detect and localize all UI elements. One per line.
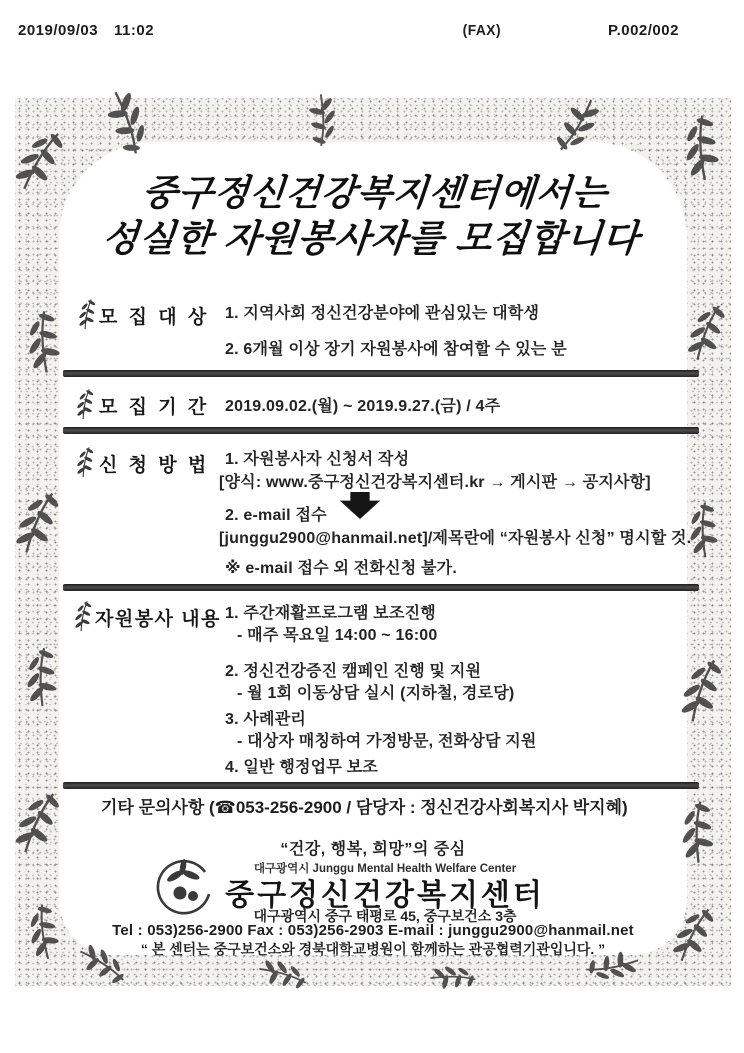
section-line: 2019.09.02.(월) ~ 2019.9.27.(금) / 4주: [225, 398, 501, 415]
section-label-recruit-target: 모 집 대 상: [99, 307, 210, 328]
fax-time: 11:02: [114, 22, 155, 39]
section-line: 1. 주간재활프로그램 보조진행: [225, 605, 436, 622]
section-line: - 월 1회 이동상담 실시 (지하철, 경로당): [237, 685, 515, 702]
section-line: ※ e-mail 접수 외 전화신청 불가.: [225, 560, 457, 577]
section-line: [junggu2900@hanmail.net]/제목란에 “자원봉사 신청” 명시할 것.: [219, 530, 692, 547]
divider-rule: [63, 370, 699, 377]
section-label-apply-method: 신 청 방 법: [99, 455, 210, 476]
footer-address: 대구광역시 중구 태평로 45, 중구보건소 3층: [253, 908, 517, 924]
footer-slogan: “건강, 행복, 희망”의 중심: [280, 841, 466, 858]
fax-page-number: P.002/002: [608, 22, 679, 39]
divider-rule: [63, 584, 699, 591]
leaf-sprig-icon: [73, 388, 97, 420]
section-line: - 대상자 매칭하여 가정방문, 전화상담 지원: [237, 733, 537, 750]
leaf-sprig-icon: [71, 600, 95, 632]
contact-note: 기타 문의사항 (☎053-256-2900 / 담당자 : 정신건강사회복지사 박지혜): [101, 798, 628, 817]
section-line: - 매주 목요일 14:00 ~ 16:00: [237, 627, 438, 644]
section-line: 2. 6개월 이상 장기 자원봉사에 참여할 수 있는 분: [225, 341, 567, 358]
divider-rule: [63, 782, 699, 789]
section-line: 1. 자원봉사자 신청서 작성: [225, 451, 410, 468]
fax-header: [0, 0, 744, 60]
section-line: 2. e-mail 접수: [225, 507, 327, 524]
down-arrow-icon: [337, 492, 383, 519]
footer-org-line-en: 대구광역시 Junggu Mental Health Welfare Center: [253, 863, 517, 875]
section-line: 2. 정신건강증진 캠페인 진행 및 지원: [225, 663, 482, 680]
section-line: 4. 일반 행정업무 보조: [225, 759, 378, 776]
section-line: 1. 지역사회 정신건강분야에 관심있는 대학생: [225, 305, 540, 322]
section-label-volunteer-duties: 자원봉사 내용: [95, 609, 221, 630]
divider-rule: [63, 427, 699, 434]
title-line-2: 성실한 자원봉사자를 모집합니다: [100, 218, 642, 259]
leaf-sprig-icon: [73, 446, 97, 478]
leaf-sprig-icon: [75, 298, 99, 330]
fax-date: 2019/09/03: [18, 22, 99, 39]
flyer: [15, 98, 731, 986]
section-label-recruit-period: 모 집 기 간: [99, 397, 210, 418]
footer-org-name: 중구정신건강복지센터: [225, 879, 545, 912]
footer-contact-line: Tel : 053)256-2900 Fax : 053)256-2903 E-mail : junggu2900@hanmail.net: [112, 922, 634, 939]
section-line: [양식: www.중구정신건강복지센터.kr → 게시판 → 공지사항]: [219, 474, 651, 491]
section-line: 3. 사례관리: [225, 711, 307, 728]
title-line-1: 중구정신건강복지센터에서는: [140, 172, 610, 213]
flyer-title: [59, 170, 687, 262]
fax-label: (FAX): [462, 22, 502, 39]
footer-partner-note: “ 본 센터는 중구보건소와 경북대학교병원이 함께하는 관공협력기관입니다. ”: [140, 941, 606, 957]
